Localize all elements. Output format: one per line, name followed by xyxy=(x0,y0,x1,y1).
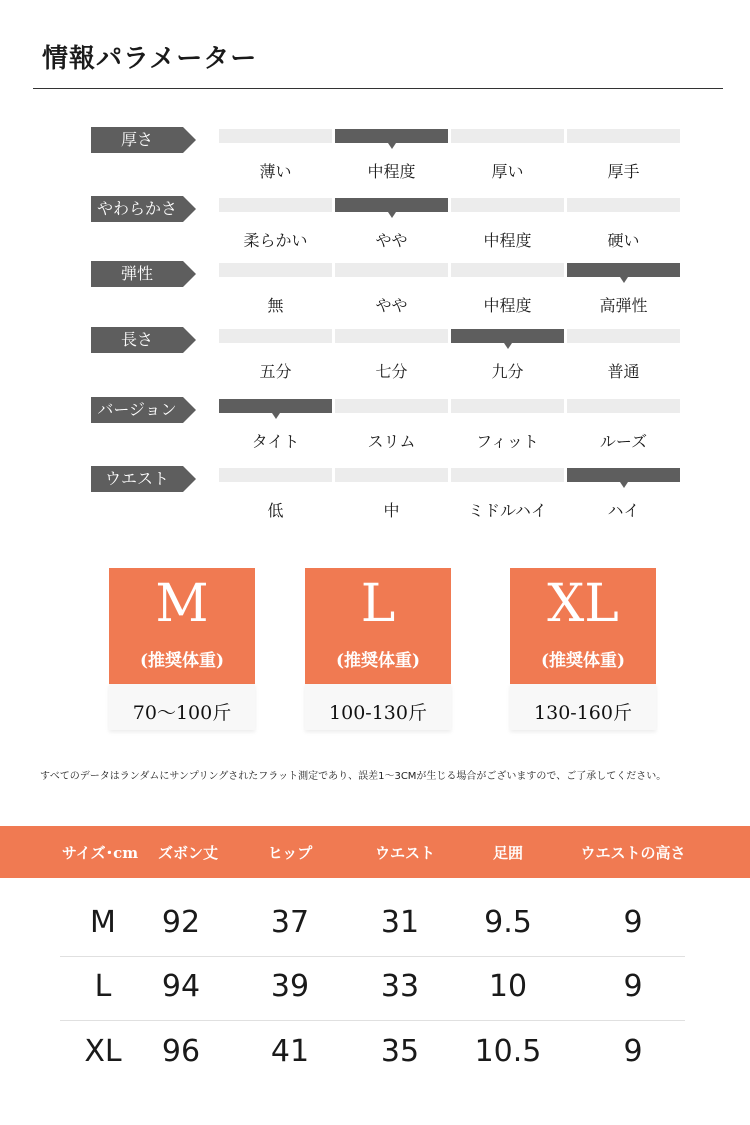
param-segment xyxy=(567,399,680,413)
param-segment xyxy=(219,129,332,143)
table-cell: M xyxy=(90,905,116,940)
param-option-label: 九分 xyxy=(491,362,524,381)
param-option-label: ミドルハイ xyxy=(468,501,547,520)
param-option-label: 柔らかい xyxy=(243,231,308,250)
param-segment xyxy=(451,198,564,212)
param-option-label: 高弾性 xyxy=(599,296,648,315)
param-option-label: 硬い xyxy=(607,231,640,250)
header-waist: ウエスト xyxy=(374,844,435,862)
param-tag: 厚さ xyxy=(91,127,183,153)
param-option-label: ルーズ xyxy=(599,432,648,451)
header-leg-opening: 足囲 xyxy=(492,844,523,862)
param-segment xyxy=(567,329,680,343)
param-option-label: やや xyxy=(375,231,408,250)
param-segment xyxy=(451,468,564,482)
param-segment xyxy=(567,129,680,143)
param-option-label: 中程度 xyxy=(367,162,416,181)
table-cell: 9 xyxy=(623,969,643,1004)
param-segment xyxy=(219,329,332,343)
size-card-m xyxy=(109,568,255,730)
param-option-label: ハイ xyxy=(607,501,640,520)
page-title: 情報パラメーター xyxy=(42,44,258,74)
param-option-label: 普通 xyxy=(607,362,640,381)
table-cell: 37 xyxy=(270,905,310,940)
param-option-label: タイト xyxy=(251,432,300,451)
size-letter: L xyxy=(360,574,396,634)
param-option-label: 厚手 xyxy=(607,162,640,181)
param-option-label: 中程度 xyxy=(483,296,532,315)
recommended-weight-label: (推奨体重) xyxy=(540,651,626,671)
param-row xyxy=(0,261,750,321)
table-cell: 92 xyxy=(161,905,201,940)
param-tag: 弾性 xyxy=(91,261,183,287)
param-option-label: 中程度 xyxy=(483,231,532,250)
table-cell: 10 xyxy=(488,969,528,1004)
table-cell: 41 xyxy=(270,1034,310,1069)
size-table-header xyxy=(0,826,750,878)
header-hip: ヒップ xyxy=(267,844,313,862)
table-cell: 35 xyxy=(380,1034,420,1069)
size-letter: M xyxy=(155,574,209,634)
param-option-label: スリム xyxy=(367,432,416,451)
param-option-label: やや xyxy=(375,296,408,315)
param-segment xyxy=(335,468,448,482)
table-row xyxy=(0,1022,750,1086)
table-cell: 31 xyxy=(380,905,420,940)
param-option-label: フィット xyxy=(476,432,539,451)
table-cell: 9 xyxy=(623,1034,643,1069)
weight-range: 130-160斤 xyxy=(534,702,632,724)
recommended-weight-label: (推奨体重) xyxy=(139,651,225,671)
param-option-label: 薄い xyxy=(259,162,292,181)
recommended-weight-label: (推奨体重) xyxy=(335,651,421,671)
measurement-note: すべてのデータはランダムにサンプリングされたフラット測定であり、誤差1〜3CMが生じる場合がございますので、ご了承してください。 xyxy=(40,771,667,782)
title-divider xyxy=(33,88,723,89)
table-cell: 9 xyxy=(623,905,643,940)
param-segment-selected xyxy=(567,263,680,277)
param-option-label: 七分 xyxy=(375,362,408,381)
param-segment xyxy=(335,399,448,413)
param-row xyxy=(0,196,750,256)
table-row xyxy=(0,893,750,957)
param-segment xyxy=(335,329,448,343)
weight-range: 100-130斤 xyxy=(329,702,427,724)
table-cell: XL xyxy=(84,1034,122,1069)
param-segment xyxy=(219,468,332,482)
size-card-l xyxy=(305,568,451,730)
param-tag: やわらかさ xyxy=(91,196,183,222)
size-letter: XL xyxy=(547,574,619,634)
param-tag: バージョン xyxy=(91,397,183,423)
param-segment-selected xyxy=(335,129,448,143)
param-segment xyxy=(451,399,564,413)
param-option-label: 中 xyxy=(383,501,400,520)
param-option-label: 低 xyxy=(267,501,284,520)
param-segment xyxy=(451,129,564,143)
size-card-xl xyxy=(510,568,656,730)
table-cell: 9.5 xyxy=(484,905,532,940)
param-tag: ウエスト xyxy=(91,466,183,492)
param-option-label: 厚い xyxy=(491,162,524,181)
param-segment-selected xyxy=(567,468,680,482)
header-size: サイズ･cm xyxy=(61,844,139,862)
param-row xyxy=(0,397,750,457)
row-divider xyxy=(60,1020,685,1021)
param-option-label: 無 xyxy=(267,296,284,315)
param-row xyxy=(0,327,750,387)
param-segment xyxy=(335,263,448,277)
table-row xyxy=(0,957,750,1021)
param-segment xyxy=(451,263,564,277)
table-cell: 39 xyxy=(270,969,310,1004)
table-cell: 10.5 xyxy=(474,1034,542,1069)
table-cell: 33 xyxy=(380,969,420,1004)
table-cell: 94 xyxy=(161,969,201,1004)
param-segment xyxy=(567,198,680,212)
param-row xyxy=(0,127,750,187)
weight-range: 70〜100斤 xyxy=(132,702,232,724)
header-waist-height: ウエストの高さ xyxy=(580,844,686,862)
param-tag: 長さ xyxy=(91,327,183,353)
param-segment xyxy=(219,263,332,277)
param-option-label: 五分 xyxy=(259,362,292,381)
param-row xyxy=(0,466,750,526)
param-segment-selected xyxy=(451,329,564,343)
param-segment-selected xyxy=(335,198,448,212)
param-segment xyxy=(219,198,332,212)
table-cell: L xyxy=(94,969,112,1004)
header-length: ズボン丈 xyxy=(157,844,218,862)
param-segment-selected xyxy=(219,399,332,413)
table-cell: 96 xyxy=(161,1034,201,1069)
